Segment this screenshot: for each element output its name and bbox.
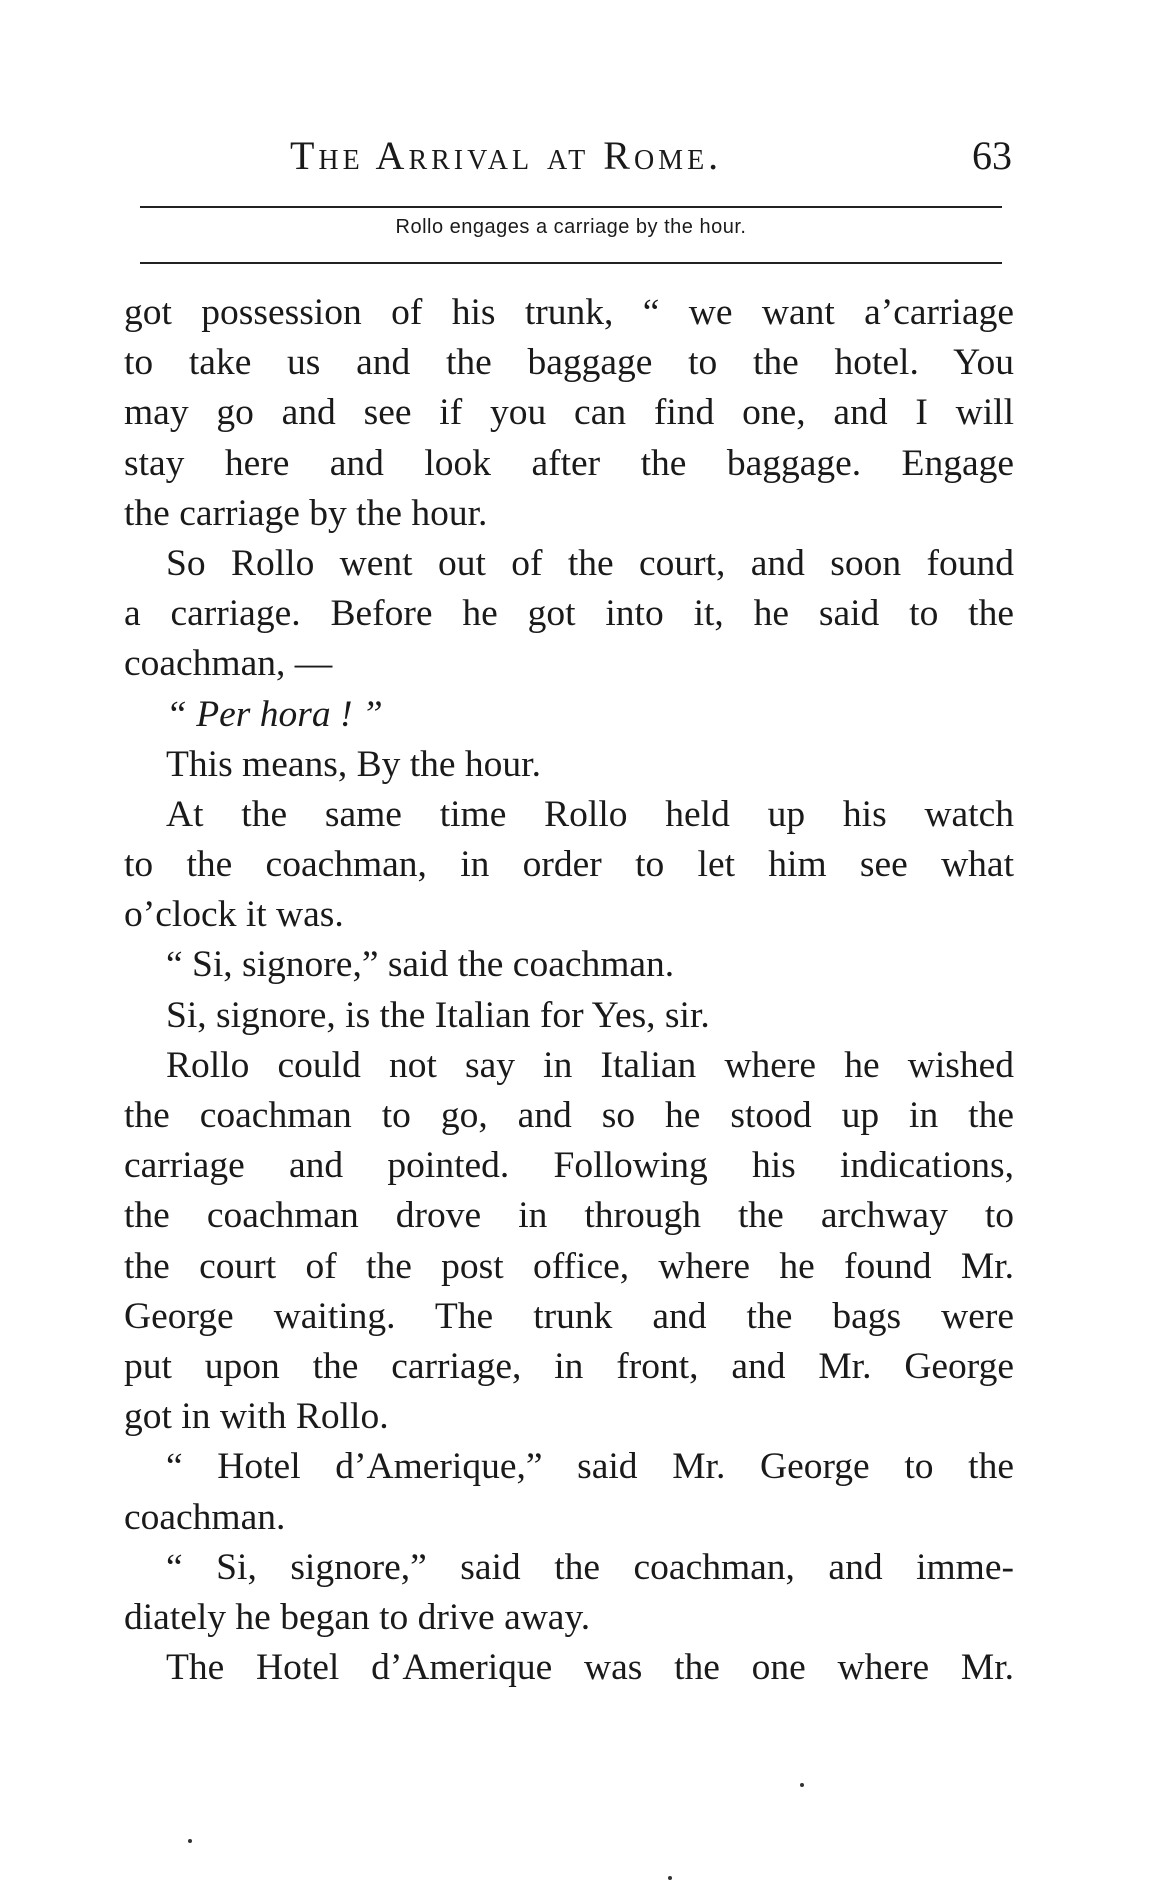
text-line: “ Per hora ! ” (166, 693, 383, 735)
text-line: got possession of his trunk, “ we want a’carriage (124, 292, 1014, 333)
text-line: At the same time Rollo held up his watch (166, 793, 1014, 835)
text-line: carriage and pointed. Following his indications, (124, 1145, 1014, 1187)
text-line: the coachman to go, and so he stood up in the (124, 1095, 1014, 1136)
text-line: Si, signore, is the Italian for Yes, sir. (166, 994, 710, 1036)
text-line: coachman. (124, 1496, 286, 1538)
text-line: the carriage by the hour. (124, 492, 488, 534)
text-line: This means, By the hour. (166, 743, 541, 785)
text-line: put upon the carriage, in front, and Mr. George (124, 1345, 1014, 1387)
text-line: a carriage. Before he got into it, he said to the (124, 593, 1014, 635)
text-line: Rollo could not say in Italian where he wished (166, 1044, 1014, 1086)
text-line: o’clock it was. (124, 894, 344, 936)
print-speck (668, 1876, 672, 1880)
text-line: George waiting. The trunk and the bags were (124, 1295, 1014, 1337)
text-line: the court of the post office, where he found Mr. (124, 1245, 1014, 1287)
text-line: may go and see if you can find one, and I will (124, 392, 1014, 434)
page-subhead: Rollo engages a carriage by the hour. (395, 216, 747, 238)
text-line: coachman, — (124, 643, 333, 685)
text-line: to take us and the baggage to the hotel. You (124, 342, 1014, 384)
text-line: the coachman drove in through the archway to (124, 1195, 1014, 1237)
print-speck (188, 1839, 192, 1843)
print-speck (800, 1783, 804, 1787)
text-line: “ Si, signore,” said the coachman. (166, 944, 675, 986)
running-title: The Arrival at Rome. (290, 133, 723, 178)
text-line: The Hotel d’Amerique was the one where Mr. (166, 1647, 1014, 1689)
text-line: “ Hotel d’Amerique,” said Mr. George to the (166, 1446, 1014, 1488)
page-number: 63 (972, 133, 1012, 178)
text-line: got in with Rollo. (124, 1396, 389, 1438)
text-line: So Rollo went out of the court, and soon found (166, 542, 1014, 584)
text-line: stay here and look after the baggage. Engage (124, 442, 1014, 484)
text-line: to the coachman, in order to let him see what (124, 844, 1014, 886)
text-line: diately he began to drive away. (124, 1596, 591, 1638)
text-line: “ Si, signore,” said the coachman, and imme- (166, 1546, 1014, 1588)
